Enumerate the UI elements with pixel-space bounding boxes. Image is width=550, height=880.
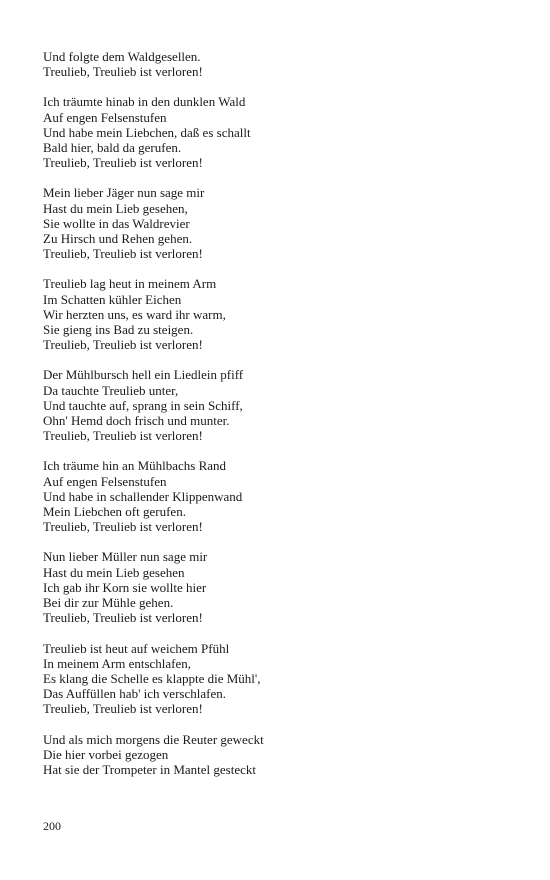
verse-line: Und folgte dem Waldgesellen. <box>43 49 201 64</box>
verse-line: Und habe in schallender Klippenwand <box>43 488 243 504</box>
stanza <box>43 549 513 625</box>
verse-line: Wir herzten uns, es ward ihr warm, <box>43 306 226 322</box>
verse-line: Auf engen Felsenstufen <box>43 473 167 489</box>
verse-line: Ohn' Hemd doch frisch und munter. <box>43 413 230 429</box>
poem-text-block <box>43 49 513 792</box>
page-number: 200 <box>43 819 61 833</box>
stanza <box>43 732 513 778</box>
verse-line: Und habe mein Liebchen, daß es schallt <box>43 124 251 140</box>
verse-line: Ich träume hin an Mühlbachs Rand <box>43 458 227 474</box>
verse-line: Der Mühlbursch hell ein Liedlein pfiff <box>43 367 244 383</box>
verse-line: Und tauchte auf, sprang in sein Schiff, <box>43 397 243 413</box>
verse-line: Treulieb, Treulieb ist verloren! <box>43 337 203 353</box>
verse-line: Das Auffüllen hab' ich verschlafen. <box>43 686 226 702</box>
verse-line: Und als mich morgens die Reuter geweckt <box>43 731 264 747</box>
verse-line: Mein lieber Jäger nun sage mir <box>43 185 205 201</box>
verse-line: Treulieb, Treulieb ist verloren! <box>43 246 203 262</box>
verse-line: Da tauchte Treulieb unter, <box>43 382 179 398</box>
verse-line: Es klang die Schelle es klappte die Mühl', <box>43 670 261 686</box>
verse-line: Hast du mein Lieb gesehen <box>43 564 185 580</box>
verse-line: Hat sie der Trompeter in Mantel gesteckt <box>43 761 257 777</box>
stanza <box>43 49 513 79</box>
stanza <box>43 276 513 352</box>
verse-line: Treulieb, Treulieb ist verloren! <box>43 701 203 717</box>
stanza <box>43 94 513 170</box>
verse-line: Hast du mein Lieb gesehen, <box>43 200 188 216</box>
verse-line: Treulieb, Treulieb ist verloren! <box>43 519 203 535</box>
stanza <box>43 458 513 534</box>
verse-line: Ich gab ihr Korn sie wollte hier <box>43 579 207 595</box>
verse-line: Bald hier, bald da gerufen. <box>43 140 182 156</box>
verse-line: Die hier vorbei gezogen <box>43 746 169 762</box>
verse-line: Treulieb, Treulieb ist verloren! <box>43 64 203 80</box>
verse-line: Treulieb ist heut auf weichem Pfühl <box>43 640 230 656</box>
verse-line: Treulieb lag heut in meinem Arm <box>43 276 217 292</box>
verse-line: Sie gieng ins Bad zu steigen. <box>43 322 194 338</box>
verse-line: Zu Hirsch und Rehen gehen. <box>43 231 193 247</box>
verse-line: Ich träumte hinab in den dunklen Wald <box>43 94 246 110</box>
verse-line: Sie wollte in das Waldrevier <box>43 215 190 231</box>
verse-line: Bei dir zur Mühle gehen. <box>43 595 174 611</box>
verse-line: Treulieb, Treulieb ist verloren! <box>43 610 203 626</box>
verse-line: Nun lieber Müller nun sage mir <box>43 549 208 565</box>
stanza <box>43 367 513 443</box>
verse-line: In meinem Arm entschlafen, <box>43 655 192 671</box>
verse-line: Auf engen Felsenstufen <box>43 109 167 125</box>
stanza <box>43 185 513 261</box>
verse-line: Mein Liebchen oft gerufen. <box>43 504 186 520</box>
verse-line: Treulieb, Treulieb ist verloren! <box>43 155 203 171</box>
verse-line: Treulieb, Treulieb ist verloren! <box>43 428 203 444</box>
stanza <box>43 641 513 717</box>
verse-line: Im Schatten kühler Eichen <box>43 291 182 307</box>
